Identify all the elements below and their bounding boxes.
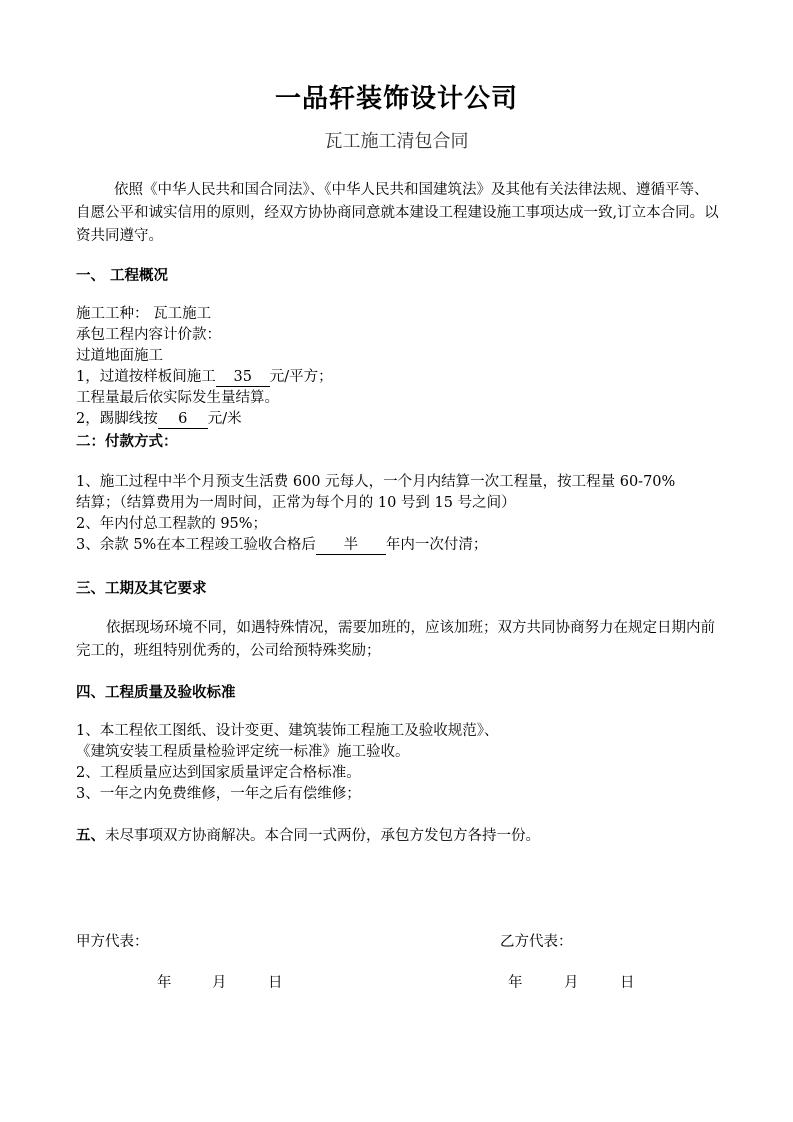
party-a-label: 甲方代表：: [76, 934, 149, 950]
corridor-floor-line: 过道地面施工: [76, 348, 163, 364]
section-5: [76, 825, 540, 847]
work-type-line: 施工工种： 瓦工施工: [76, 306, 212, 322]
party-b-day: 日: [620, 975, 635, 991]
quality-item-1b: 《建筑安装工程质量检验评定统一标准》施工验收。: [76, 744, 410, 760]
schedule-paragraph: 依据现场环境不同，如遇特殊情况，需要加班的，应该加班；双方共同协商努力在规定日期内前完工的，班组特别优秀的，公司给预特殊奖励；: [76, 620, 715, 659]
corridor-price-prefix: 1，过道按样板间施工: [76, 369, 216, 385]
corridor-price-unit: 元/平方；: [269, 369, 333, 385]
baseboard-price-line: [76, 409, 242, 430]
party-b-month: 月: [564, 975, 579, 991]
section-2-heading: 二：付款方式：: [76, 433, 178, 450]
payment-item-1b: 结算；（结算费用为一周时间，正常为每个月的 10 号到 15 号之间）: [76, 495, 516, 511]
payment-item-3: [76, 535, 487, 556]
baseboard-price-unit: 元/米: [207, 411, 242, 427]
corridor-price-line: [76, 367, 333, 388]
baseboard-price-prefix: 2，踢脚线按: [76, 411, 158, 427]
payment-item-1a: 1、施工过程中半个月预支生活费 600 元每人，一个月内结算一次工程量，按工程量 60-70%: [76, 474, 676, 490]
party-b-label: 乙方代表：: [500, 934, 573, 950]
party-a-day: 日: [268, 975, 283, 991]
intro-paragraph: 依照《中华人民共和国合同法》、《中华人民共和国建筑法》及其他有关法律法规、遵循平等、自愿公平和诚实信用的原则，经双方协协商同意就本建设工程建设施工事项达成一致,订立本合同。以资共同遵守。: [76, 182, 719, 244]
contract-subtitle: 瓦工施工清包合同: [324, 131, 469, 152]
party-b-year: 年: [508, 975, 523, 991]
party-a-year: 年: [157, 975, 172, 991]
quality-item-2: 2、工程质量应达到国家质量评定合格标准。: [76, 765, 361, 781]
section-4-heading: 四、工程质量及验收标准: [76, 684, 236, 701]
section-3-heading: 三、工期及其它要求: [76, 580, 207, 597]
baseboard-price-value: 6: [158, 411, 208, 429]
corridor-price-value: 35: [216, 369, 270, 387]
payment-item-3-value: 半: [316, 537, 386, 555]
company-title: 一品轩装饰设计公司: [274, 84, 518, 114]
section-5-text: 未尽事项双方协商解决。本合同一式两份，承包方发包方各持一份。: [105, 828, 540, 844]
quality-item-3: 3、一年之内免费维修，一年之后有偿维修；: [76, 786, 361, 802]
section-1-heading: 一、 工程概况: [76, 267, 169, 284]
settlement-line: 工程量最后依实际发生量结算。: [76, 390, 279, 406]
party-a-month: 月: [212, 975, 227, 991]
payment-item-3-suffix: 年内一次付清；: [385, 537, 488, 553]
payment-item-3-prefix: 3、余款 5%在本工程竣工验收合格后: [76, 537, 316, 553]
section-5-heading: 五、: [76, 827, 105, 844]
quality-item-1a: 1、本工程依工图纸、设计变更、建筑装饰工程施工及验收规范》、: [76, 723, 499, 739]
pricing-label: 承包工程内容计价款：: [76, 327, 221, 343]
payment-item-2: 2、年内付总工程款的 95%；: [76, 516, 268, 532]
